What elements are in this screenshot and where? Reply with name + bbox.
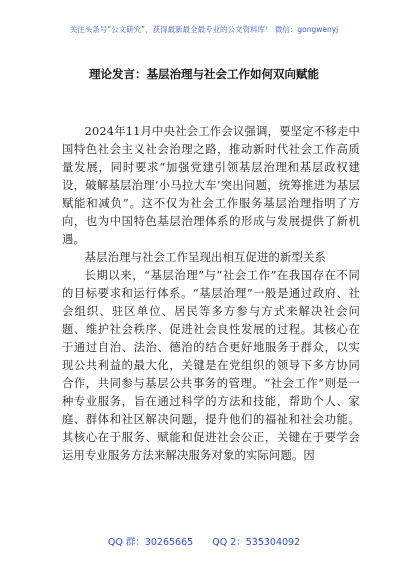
footer-qq-number: QQ 2：535304092 xyxy=(212,537,301,548)
paragraph-intro: 2024年11月中央社会工作会议强调，要坚定不移走中国特色社会主义社会治理之路，推动新时代社会工作高质量发展，同时要求“加强党建引领基层治理和基层政权建设，破解基层治理‘小马拉大车’突出问题，统筹推进为基层赋能和减负”。这不仅为社会工作服务基层治理指明了方向，也为中国特色基层治理体系的形成与发展提供了新机遇。 xyxy=(62,125,360,246)
section-heading: 基层治理与社会工作呈现出相互促进的新型关系 xyxy=(84,251,327,264)
footer-qq-group: QQ 群：30265665 xyxy=(107,537,194,548)
document-body xyxy=(62,123,360,465)
paragraph-main: 长期以来，“基层治理”与“社会工作”在我国存在不同的目标要求和运行体系。“基层治理”一般是通过政府、社会组织、驻区单位、居民等多方参与方式来解决社会问题、维护社会秩序、促进社会良性发展的过程。其核心在于通过自治、法治、德治的结合更好地服务于群众，以实现公共利益的最大化，关键是在党组织的领导下多方协同合作，共同参与基层公共事务的管理。“社会工作”则是一种专业服务，旨在通过科学的方法和技能，帮助个人、家庭、群体和社区解决问题，提升他们的福祉和社会功能。其核心在于服务、赋能和促进社会公正，关键在于要学会运用专业服务方法来解决服务对象的实际问题。因 xyxy=(62,269,360,462)
document-title: 理论发言：基层治理与社会工作如何双向赋能 xyxy=(89,67,319,81)
footer-contact xyxy=(0,534,408,548)
header-note: 关注头条号“公文研究”，获得最新最全最专业的公文资料库！ 微信：gongwenyj xyxy=(69,25,339,34)
